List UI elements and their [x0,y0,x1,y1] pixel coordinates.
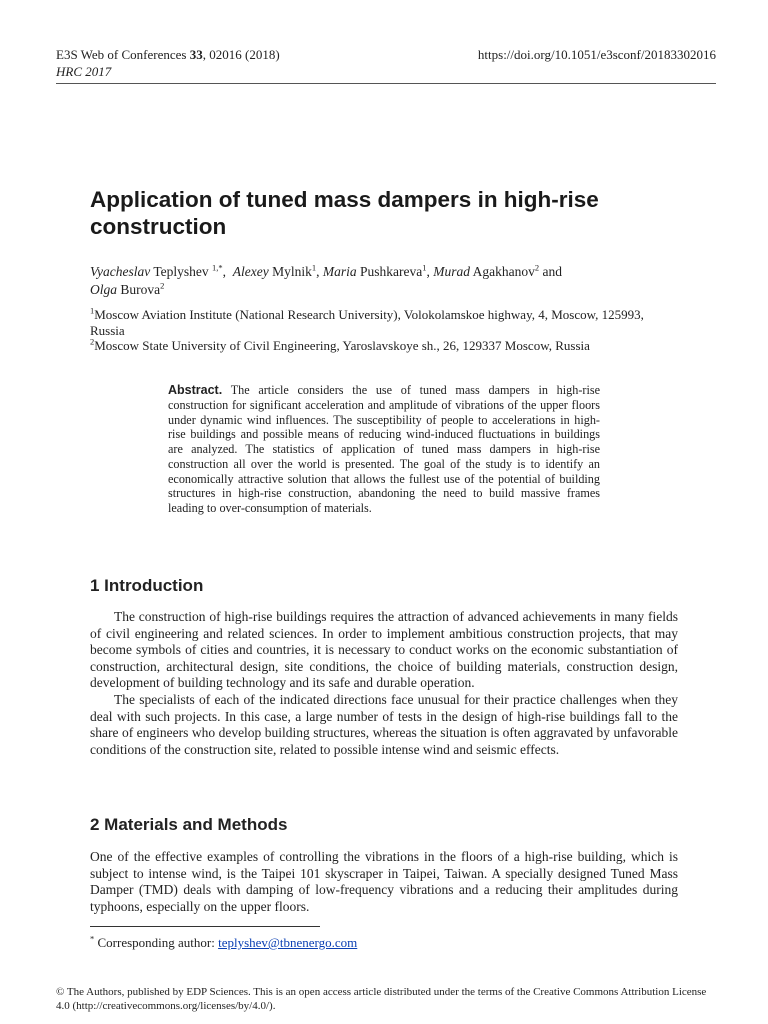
affiliation [90,338,676,354]
author-affiliation-mark: 2 [534,262,540,273]
footnote-label: Corresponding author: [97,935,219,950]
author-family-name: Mylnik [272,264,312,279]
author-conjunction: and [542,264,563,279]
paragraph: The construction of high-rise buildings requires the attraction of advanced achievements in many fields of civil engineering and related sciences. In order to implement ambitious construction projects, that may become symbols of cities and countries, it is necessary to conduct works on the economic substantiation of construction, architectural design, site conditions, the choice of building materials, construction design, development of building technology and its safe and durable operation. [90,609,678,691]
author-affiliation-mark: 1,* [212,262,223,273]
license-notice: © The Authors, published by EDP Sciences. This is an open access article distributed under the terms of the Creative Commons Attribution License 4.0 (http://creativecommons.org/licenses/by/4.0/). [56,986,707,1012]
journal-citation: E3S Web of Conferences 33, 02016 (2018) [56,47,280,62]
abstract-label: Abstract. [168,383,223,397]
footnote [90,935,357,951]
doi-link[interactable]: https://doi.org/10.1051/e3sconf/20183302016 [477,47,716,62]
author-family-name: Agakhanov [472,264,535,279]
conference-name: HRC 2017 [56,64,112,79]
paper-title: Application of tuned mass dampers in high-rise construction [90,187,599,239]
author-family-name: Pushkareva [360,264,423,279]
abstract-text: The article considers the use of tuned mass dampers in high-rise construction for significant acceleration and amplitude of vibrations of the upper floors under dynamic wind influences. The susceptibility of people to accelerations in high-rise buildings and possible means of reducing wind-induced fluctuations in buildings are analyzed. The statistics of application of tuned mass dampers in high-rise construction all over the world is presented. The goal of the study is to identify an economically attractive solution that allows the fullest use of the potential of building structures in high-rise construction, abandoning the need to build massive frames leading to over-consumption of materials. [168,383,600,515]
author-given-name: Murad [433,264,471,279]
affiliation-mark: 1 [90,305,95,316]
author-given-name: Vyacheslav [90,264,151,279]
header-divider [56,83,716,84]
affiliation [90,307,676,338]
abstract [168,383,600,516]
email-link[interactable]: teplyshev@tbnenergo.com [218,935,358,950]
affiliation-mark: 2 [90,336,95,347]
footnote-divider [90,926,320,927]
affiliation-text: Moscow Aviation Institute (National Research University), Volokolamskoe highway, 4, Moscow, 125993, Russia [90,307,644,338]
paragraph: One of the effective examples of controlling the vibrations in the floors of a high-rise building, which is subject to intense wind, is the Taipei 101 skyscraper in Taipei, Taiwan. A specially designed Tuned Mass Damper (TMD) deals with damping of low-frequency vibrations and a reducing their amplitudes during typhoons, especially on the upper floors. [90,849,678,914]
section-heading-introduction: 1 Introduction [90,576,204,595]
author-given-name: Olga [90,282,117,297]
section-heading-materials-methods: 2 Materials and Methods [90,815,288,834]
author-affiliation-mark: 1 [422,262,427,273]
author-family-name: Teplyshev [153,264,209,279]
author-given-name: Maria [322,264,357,279]
footnote-mark: * [90,933,95,944]
journal-volume: 33 [189,47,203,62]
section-body-materials-methods [90,849,678,915]
author-affiliation-mark: 2 [160,280,165,291]
author-list: Vyacheslav Teplyshev $^{1,*}$, Alexey Mylnik$^1$, Maria Pushkareva$^1$, Murad Agakhanov$^2$ and Olga Burova$^2$ [90,262,563,297]
section-body-introduction [90,609,678,758]
author-given-name: Alexey [232,264,269,279]
affiliation-text: Moscow State University of Civil Engineering, Yaroslavskoye sh., 26, 129337 Moscow, Russia [94,338,590,353]
author-affiliation-mark: 1 [311,262,317,273]
author-family-name: Burova [120,282,161,297]
paragraph: The specialists of each of the indicated directions face unusual for their practice challenges when they deal with such projects. In this case, a large number of tests in the design of high-rise buildings fall to the share of engineers who develop building structures, whereas the situation is often aggravated by unfavorable conditions of the construction site, related to possible intense wind and seismic effects. [90,691,678,757]
